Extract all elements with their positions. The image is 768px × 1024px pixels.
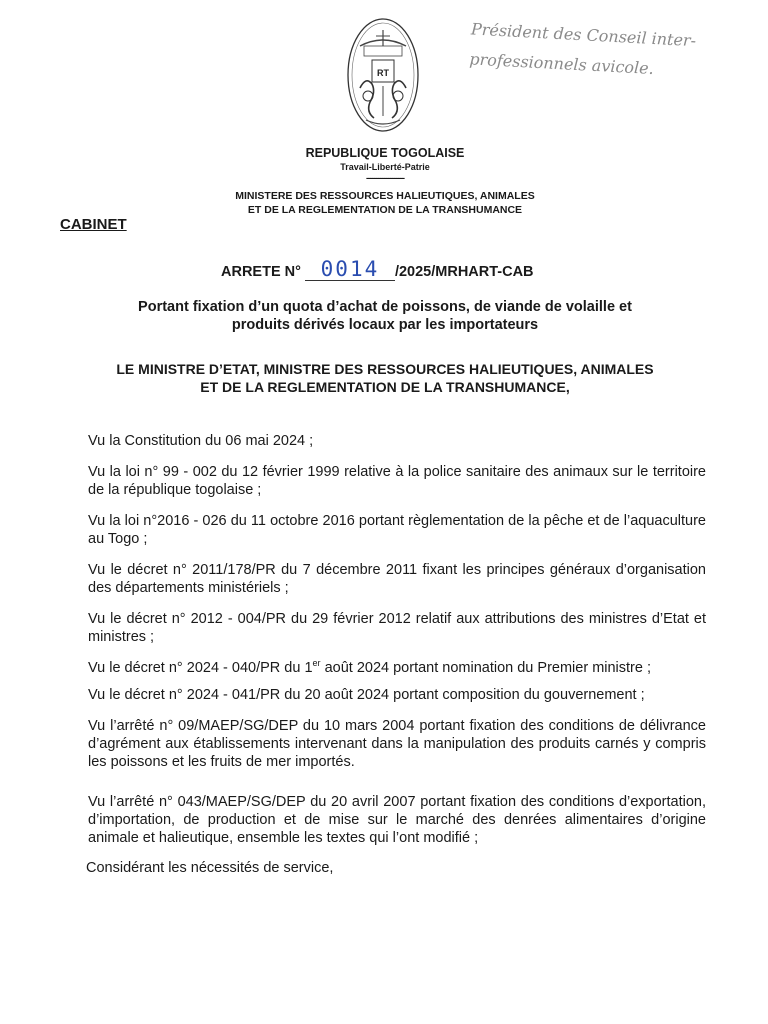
- minister-line-2: ET DE LA REGLEMENTATION DE LA TRANSHUMANCE,: [200, 379, 570, 395]
- visa-decret-2012-004: Vu le décret n° 2012 - 004/PR du 29 février 2012 relatif aux attributions des ministres d’Etat et ministres ;: [88, 611, 706, 645]
- cabinet-label: CABINET: [60, 216, 127, 233]
- republic-name: REPUBLIQUE TOGOLAISE: [305, 146, 465, 160]
- arrete-number-stamp: 0014: [305, 258, 395, 281]
- visa-constitution: Vu la Constitution du 06 mai 2024 ;: [88, 433, 314, 449]
- emblem-initials: RT: [377, 68, 389, 78]
- arrete-suffix: /2025/MRHART-CAB: [394, 264, 534, 280]
- arrete-title: [221, 258, 534, 281]
- header-separator: -------------------: [366, 173, 404, 183]
- visa-decret-2024-040-end: août 2024 portant nomination du Premier ministre ;: [320, 660, 652, 676]
- ministry-name: [200, 189, 570, 217]
- visa-arrete-043: Vu l’arrêté n° 043/MAEP/SG/DEP du 20 avril 2007 portant fixation des conditions d’exportation, d’importation, de production et de mise sur le marché des denrées alimentaires d’origine animale et halieutique, ensemble les textes qui l’ont modifié ;: [88, 794, 706, 846]
- handwritten-note: Président des Conseil inter-professionnels avicole.: [468, 19, 697, 79]
- subject-line-2: produits dérivés locaux par les importateurs: [231, 317, 539, 333]
- visa-decret-2024-040-start: Vu le décret n° 2024 - 040/PR du 1: [88, 660, 313, 676]
- coat-of-arms-emblem: [346, 16, 420, 134]
- visa-loi-99-002: Vu la loi n° 99 - 002 du 12 février 1999 relative à la police sanitaire des animaux sur le territoire de la république togolaise ;: [88, 464, 706, 498]
- visas-list: [88, 432, 706, 847]
- arrete-prefix: ARRETE N°: [221, 264, 301, 280]
- subject-line-1: Portant fixation d’un quota d’achat de poissons, de viande de volaille et: [138, 299, 632, 315]
- visa-arrete-09: Vu l’arrêté n° 09/MAEP/SG/DEP du 10 mars 2004 portant fixation des conditions de délivrance d’agrément aux établissements intervenant dans la manipulation des produits carnés y compris les poissons et les fruits de mer importés.: [88, 718, 706, 770]
- minister-heading: [90, 360, 680, 396]
- visa-decret-2024-040: [88, 659, 706, 677]
- ministry-line-1: MINISTERE DES RESSOURCES HALIEUTIQUES, ANIMALES: [235, 190, 535, 202]
- ministry-line-2: ET DE LA REGLEMENTATION DE LA TRANSHUMANCE: [247, 204, 523, 216]
- visa-decret-2024-041: Vu le décret n° 2024 - 041/PR du 20 août 2024 portant composition du gouvernement ;: [88, 687, 645, 703]
- considerant-line: Considérant les nécessités de service,: [86, 860, 334, 876]
- arrete-subject: [90, 298, 680, 334]
- visa-decret-2011-178: Vu le décret n° 2011/178/PR du 7 décembre 2011 fixant les principes généraux d’organisation des départements ministériels ;: [88, 562, 706, 596]
- national-motto: Travail-Liberté-Patrie: [340, 162, 430, 172]
- minister-line-1: LE MINISTRE D’ETAT, MINISTRE DES RESSOURCES HALIEUTIQUES, ANIMALES: [116, 361, 654, 377]
- ordinal-superscript: er: [312, 658, 321, 669]
- visa-loi-2016-026: Vu la loi n°2016 - 026 du 11 octobre 2016 portant règlementation de la pêche et de l’aquaculture au Togo ;: [88, 513, 706, 547]
